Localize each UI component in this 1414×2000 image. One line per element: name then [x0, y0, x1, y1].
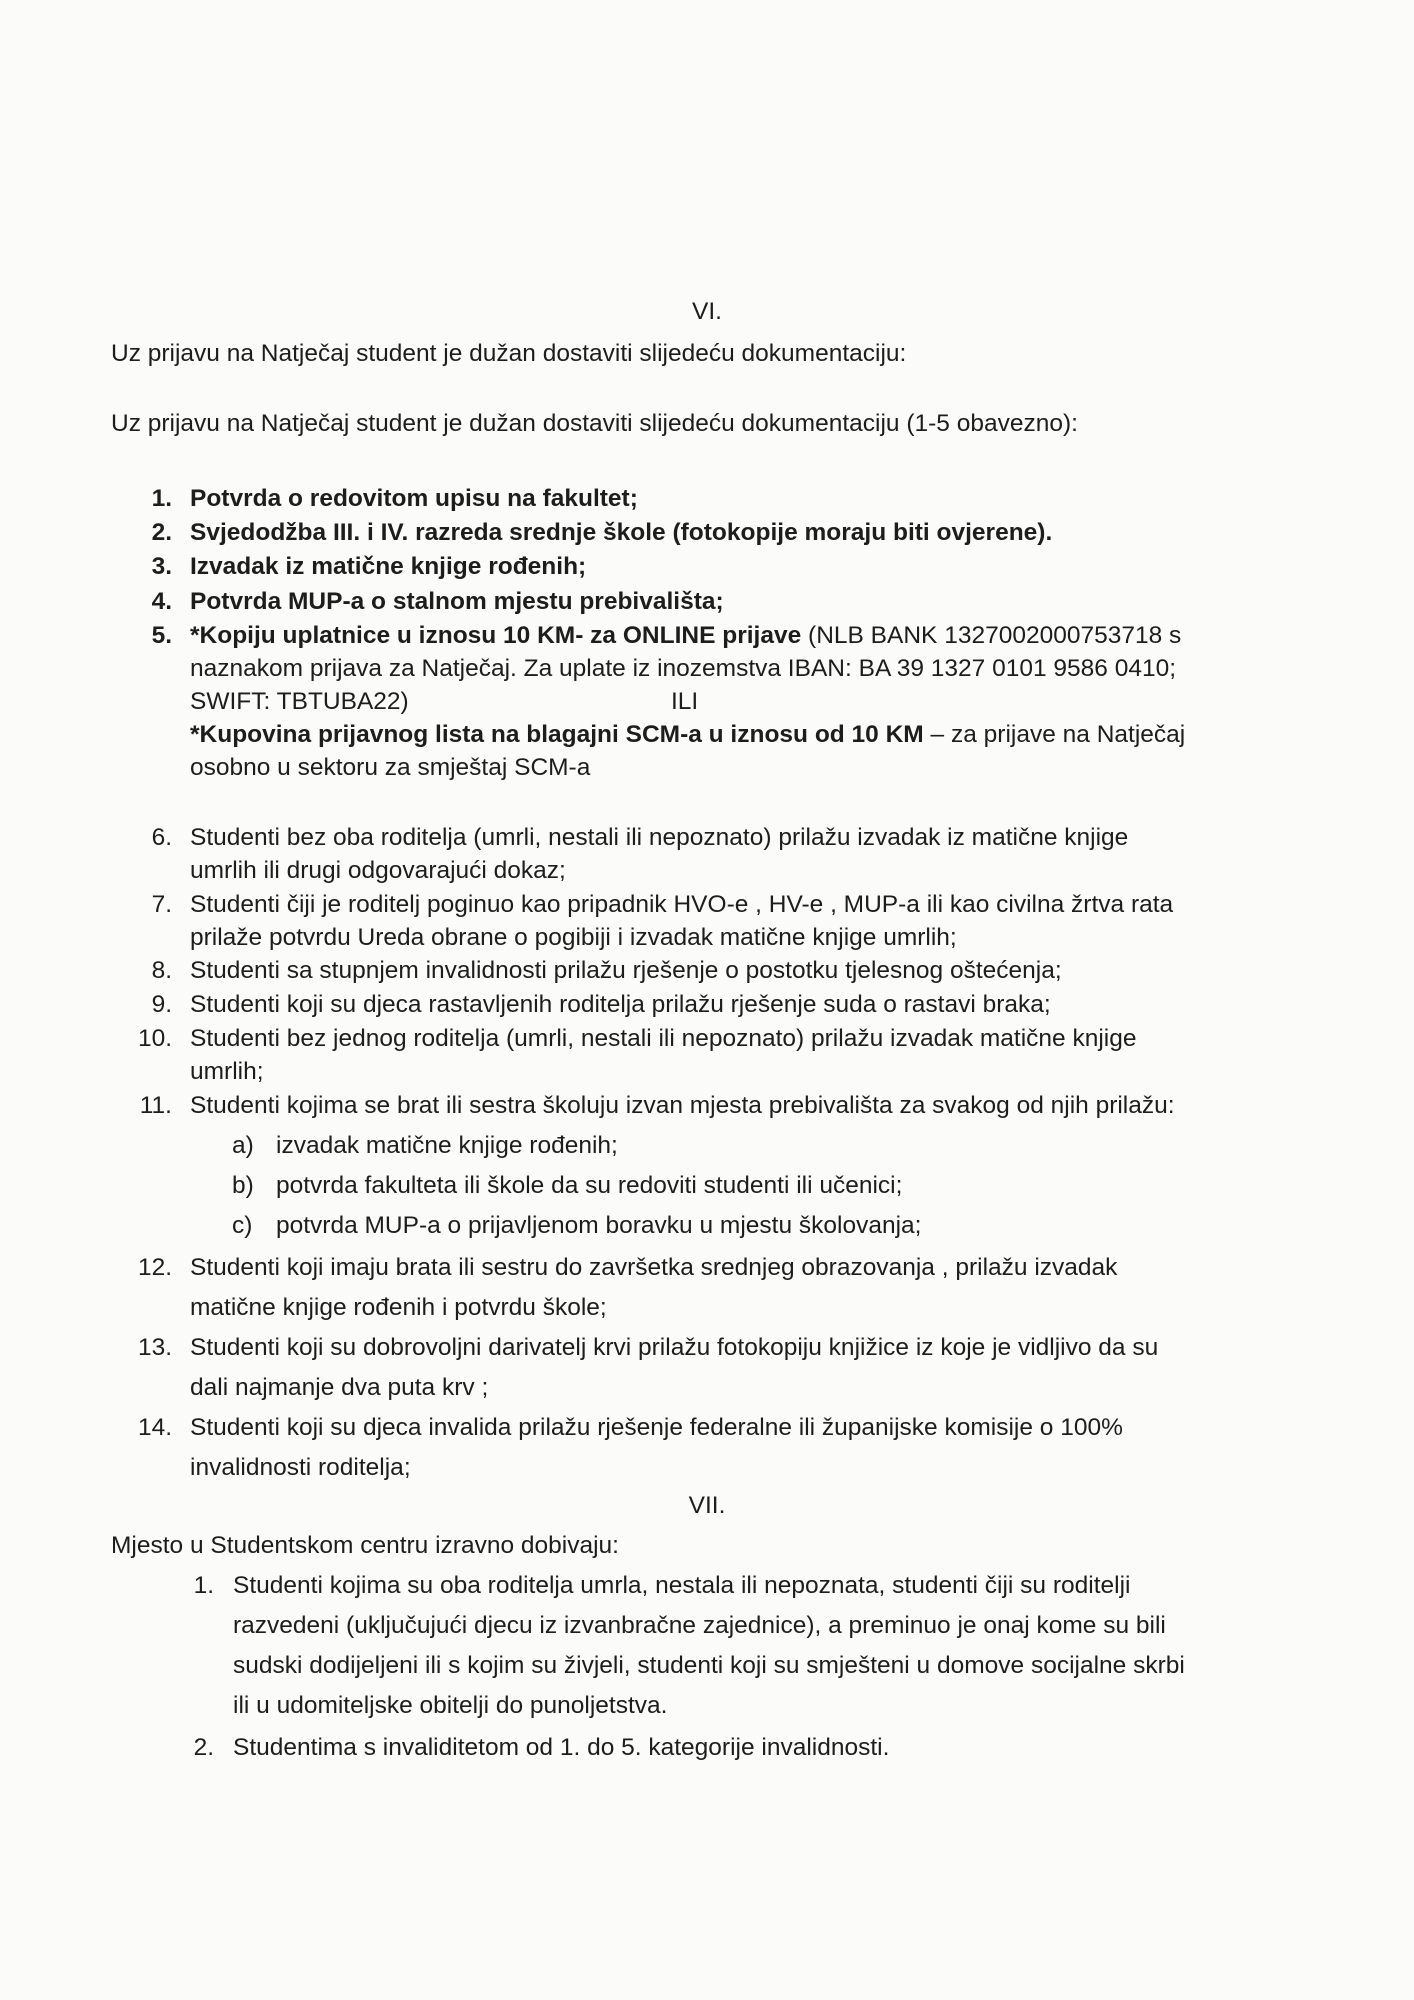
list-number: 2.	[151, 519, 172, 546]
list-item-text: Svjedodžba III. i IV. razreda srednje škole (fotokopije moraju biti ovjerene).	[190, 519, 1053, 546]
list-item-text: Studenti koji su djeca invalida prilažu rješenje federalne ili županijske komisije o 100%	[190, 1414, 1123, 1441]
list-item-text: Studenti čiji je roditelj poginuo kao pripadnik HVO-e , HV-e , MUP-a ili kao civilna žrtva rata	[190, 891, 1174, 918]
list-number: 1.	[151, 485, 172, 512]
list-number: 6.	[151, 824, 172, 851]
list-number: 11.	[139, 1092, 172, 1119]
list-item-text: razvedeni (uključujući djecu iz izvanbračne zajednice), a preminuo je onaj kome su bili	[233, 1612, 1166, 1639]
list-item-text: Studenti kojima se brat ili sestra školuju izvan mjesta prebivališta za svakog od njih prilažu:	[190, 1092, 1175, 1119]
section-vii-intro: Mjesto u Studentskom centru izravno dobivaju:	[111, 1532, 619, 1559]
list-item-text: Studenti koji imaju brata ili sestru do završetka srednjeg obrazovanja , prilažu izvadak	[190, 1254, 1118, 1281]
list-number: 2.	[193, 1734, 214, 1761]
sub-item-letter: a)	[232, 1132, 254, 1159]
list-item-text: matične knjige rođenih i potvrdu škole;	[190, 1294, 607, 1321]
list-number: 13.	[137, 1334, 172, 1361]
list-number: 10.	[137, 1025, 172, 1052]
list-item-text: Studenti koji su dobrovoljni darivatelj krvi prilažu fotokopiju knjižice iz koje je vidljivo da su	[190, 1334, 1159, 1361]
list-item-text: Studenti koji su djeca rastavljenih roditelja prilažu rješenje suda o rastavi braka;	[190, 991, 1051, 1018]
list-item-5-line-4	[190, 721, 1185, 749]
list-item-text: invalidnosti roditelja;	[190, 1454, 411, 1481]
list-item-text: sudski dodijeljeni ili s kojim su živjeli, studenti koji su smješteni u domove socijalne skrbi	[233, 1652, 1185, 1679]
list-item-5-line-3: SWIFT: TBTUBA22)	[190, 688, 409, 715]
list-item-text: Studentima s invaliditetom od 1. do 5. kategorije invalidnosti.	[233, 1734, 890, 1761]
application-form-bold: *Kupovina prijavnog lista na blagajni SCM-a u iznosu od 10 KM	[190, 721, 924, 748]
list-number: 14.	[137, 1414, 172, 1441]
sub-item-text: potvrda MUP-a o prijavljenom boravku u mjestu školovanja;	[276, 1212, 922, 1239]
sub-item-text: izvadak matične knjige rođenih;	[276, 1132, 618, 1159]
list-item-text: Studenti bez oba roditelja (umrli, nestali ili nepoznato) prilažu izvadak iz matične knjige	[190, 824, 1129, 851]
application-form-rest: – za prijave na Natječaj	[923, 721, 1186, 748]
list-item-text: prilaže potvrdu Ureda obrane o pogibiji i izvadak matične knjige umrlih;	[190, 924, 957, 951]
sub-item-letter: c)	[232, 1212, 253, 1239]
list-item-5-line-2: naznakom prijava za Natječaj. Za uplate iz inozemstva IBAN: BA 39 1327 0101 9586 0410;	[190, 655, 1177, 682]
list-number: 3.	[151, 553, 172, 580]
section-vi-intro-1: Uz prijavu na Natječaj student je dužan dostaviti slijedeću dokumentaciju:	[111, 340, 907, 367]
section-heading-vi: VI.	[692, 298, 722, 325]
list-item-text: Studenti kojima su oba roditelja umrla, nestala ili nepoznata, studenti čiji su roditelji	[233, 1572, 1131, 1599]
payment-slip-bold: *Kopiju uplatnice u iznosu 10 KM- za ONLINE prijave	[190, 622, 802, 649]
list-item-text: Izvadak iz matične knjige rođenih;	[190, 553, 587, 580]
list-item-5-line-5: osobno u sektoru za smještaj SCM-a	[190, 754, 591, 781]
ili-word: ILI	[671, 688, 699, 715]
list-item-text: Studenti sa stupnjem invalidnosti prilažu rješenje o postotku tjelesnog oštećenja;	[190, 957, 1062, 984]
sub-item-text: potvrda fakulteta ili škole da su redoviti studenti ili učenici;	[276, 1172, 903, 1199]
list-item-text: dali najmanje dva puta krv ;	[190, 1374, 489, 1401]
list-number: 12.	[137, 1254, 172, 1281]
list-number: 8.	[151, 957, 172, 984]
list-item-5-line-1	[190, 622, 1181, 650]
bank-account: (NLB BANK 1327002000753718 s	[801, 622, 1182, 649]
list-item-text: umrlih;	[190, 1058, 264, 1085]
list-number: 7.	[151, 891, 172, 918]
list-number: 4.	[151, 588, 172, 615]
list-number: 1.	[193, 1572, 214, 1599]
section-heading-vii: VII.	[688, 1492, 726, 1519]
list-number: 9.	[151, 991, 172, 1018]
section-vi-intro-2: Uz prijavu na Natječaj student je dužan dostaviti slijedeću dokumentaciju (1-5 obavezno):	[111, 410, 1078, 437]
list-item-text: ili u udomiteljske obitelji do punoljetstva.	[233, 1692, 668, 1719]
list-item-text: Potvrda MUP-a o stalnom mjestu prebivališta;	[190, 588, 724, 615]
list-item-text: Studenti bez jednog roditelja (umrli, nestali ili nepoznato) prilažu izvadak matične knjige	[190, 1025, 1137, 1052]
list-item-text: umrlih ili drugi odgovarajući dokaz;	[190, 857, 566, 884]
list-item-text: Potvrda o redovitom upisu na fakultet;	[190, 485, 638, 512]
list-number: 5.	[151, 622, 172, 649]
sub-item-letter: b)	[232, 1172, 254, 1199]
